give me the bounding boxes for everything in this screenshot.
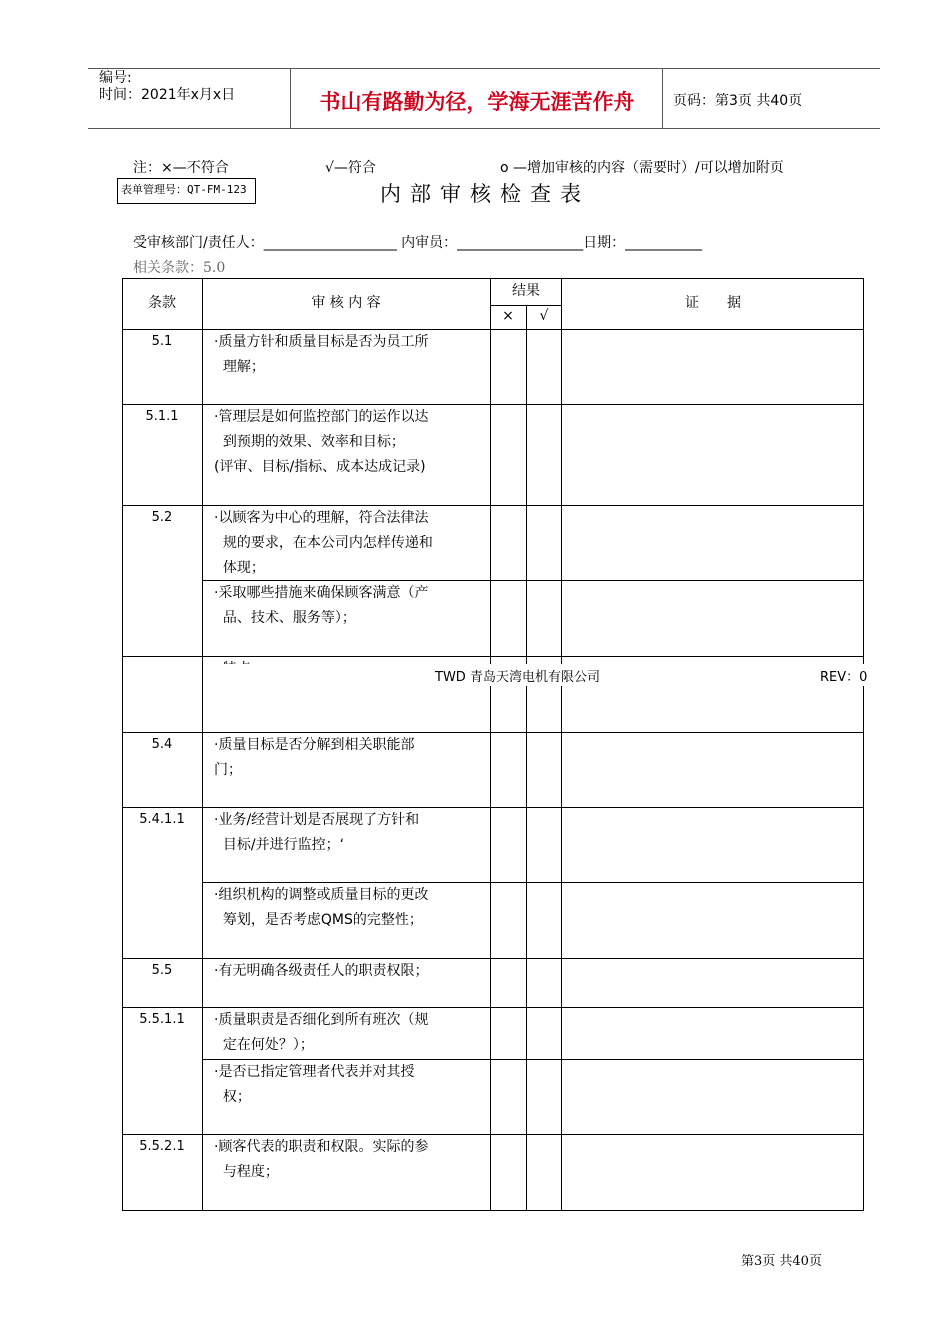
header-clause: 条款: [148, 295, 176, 311]
header-meta: [99, 70, 235, 104]
note-cross: 注：×—不符合: [133, 160, 229, 176]
code-label: 编号:: [99, 70, 132, 86]
audit-checklist-table: [122, 278, 864, 1211]
page-label: 页码：第3页 共40页: [673, 93, 803, 109]
audit-item-line: 权；: [214, 1089, 251, 1105]
footer-company: TWD 青岛天湾电机有限公司: [435, 670, 600, 685]
audit-item: [214, 1008, 494, 1058]
note-circle: o —增加审核的内容（需要时）/可以增加附页: [500, 160, 784, 176]
header-content: 审 核 内 容: [311, 295, 381, 311]
date-field[interactable]: 日期：___________: [583, 235, 703, 251]
note-check: √—符合: [325, 160, 376, 176]
audit-item-line: ·有无明确各级责任人的职责权限；: [214, 963, 429, 979]
col-divider-3: [526, 305, 527, 1211]
audit-item: [214, 733, 494, 783]
form-number-box: 表单管理号：QT-FM-123: [117, 178, 256, 204]
audit-item-line: 到预期的效果、效率和目标；: [214, 434, 405, 450]
motto: 书山有路勤为径，学海无涯苦作舟: [319, 89, 635, 114]
col-divider-4: [561, 278, 562, 1211]
clause-number: 5.2: [151, 510, 173, 525]
clause-number: 5.5: [151, 963, 173, 978]
clause-number: 5.4: [151, 737, 173, 752]
clause-number: 5.4.1.1: [139, 812, 185, 827]
audit-item: [214, 506, 494, 581]
audit-item: [214, 959, 494, 984]
footer-rev: REV：0: [820, 670, 868, 685]
audit-item-line: 定在何处？）；: [214, 1037, 314, 1053]
audit-item-line: ·业务/经营计划是否展现了方针和: [214, 812, 420, 828]
audit-item-line: ·是否已指定管理者代表并对其授: [214, 1064, 415, 1080]
header-result: 结果: [512, 283, 540, 299]
info-line: [133, 232, 702, 252]
clause-number: 5.5.2.1: [139, 1139, 185, 1154]
table-border-right: [863, 278, 864, 1211]
audit-item: [214, 405, 494, 480]
audit-item-line: 目标/并进行监控；‘: [214, 837, 345, 853]
audit-item-line: 理解；: [214, 359, 265, 375]
auditor-field[interactable]: 内审员：__________________: [401, 235, 584, 251]
header-divider-right: [662, 68, 663, 129]
clause-number: 5.1: [151, 334, 173, 349]
table-border-bottom: [122, 1210, 864, 1211]
audit-item-line: 规的要求，在本公司内怎样传递和: [214, 535, 433, 551]
audit-item-line: ·组织机构的调整或质量目标的更改: [214, 887, 429, 903]
audit-item: [214, 883, 494, 933]
header-check: √: [539, 308, 549, 324]
header-bottom-rule: [88, 128, 880, 129]
clause-number: 5.5.1.1: [139, 1012, 185, 1027]
audit-item-line: ·质量目标是否分解到相关职能部: [214, 737, 415, 753]
page-title: 内部审核检查表: [380, 182, 590, 206]
audit-item: [214, 1060, 494, 1110]
clause-number: 5.1.1: [145, 409, 179, 424]
audit-item-line: ·管理层是如何监控部门的运作以达: [214, 409, 429, 425]
audit-item-line: 与程度；: [214, 1164, 279, 1180]
audit-item-line: (评审、目标/指标、成本达成记录): [214, 459, 426, 475]
audit-item-line: ·采取哪些措施来确保顾客满意（产: [214, 585, 429, 601]
audit-item-line: ·质量方针和质量目标是否为员工所: [214, 334, 429, 350]
dept-field[interactable]: 受审核部门/责任人：___________________: [133, 235, 397, 251]
header-evidence: 证 据: [685, 295, 741, 311]
audit-item: [214, 330, 494, 380]
audit-item-line: ·顾客代表的职责和权限。实际的参: [214, 1139, 429, 1155]
audit-item-line: 门；: [214, 762, 242, 778]
audit-item-line: 体现；: [214, 560, 265, 576]
header-top-rule: [88, 68, 880, 69]
time-label: 时间：2021年x月x日: [99, 87, 236, 103]
audit-item-line: 品、技术、服务等）；: [214, 610, 356, 626]
header-cross: ×: [502, 308, 514, 324]
audit-item-line: 筹划，是否考虑QMS的完整性；: [214, 912, 423, 928]
audit-item: [214, 1135, 494, 1185]
header-divider-left: [290, 68, 291, 129]
audit-item: [214, 808, 494, 858]
audit-item: [214, 581, 494, 631]
col-divider-1: [202, 278, 203, 1211]
related-clause: 相关条款：5.0: [133, 260, 226, 276]
page-footer: 第3页 共40页: [741, 1254, 822, 1269]
audit-item-line: ·质量职责是否细化到所有班次（规: [214, 1012, 429, 1028]
audit-item-line: ·以顾客为中心的理解，符合法律法: [214, 510, 429, 526]
